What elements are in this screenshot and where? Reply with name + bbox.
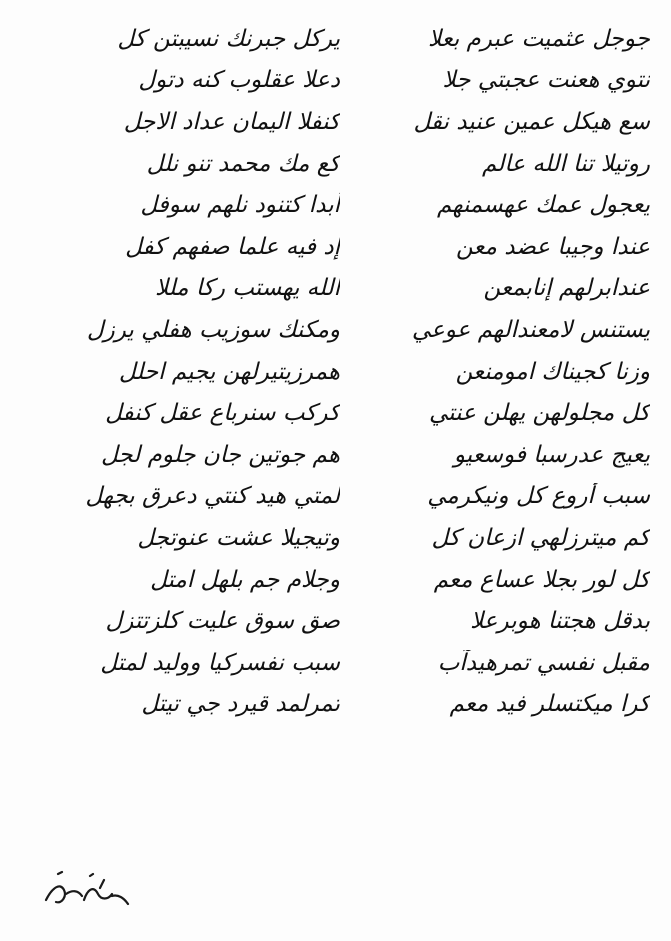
hemistich-second: سبب نفسركيا ووليد لمتل [100,649,340,676]
hemistich-first: سبب أروع كل ونيكرمي [427,483,650,510]
hemistich-second: صق سوق عليت كلزتتزل [105,608,340,635]
hemistich-first: عندابرلهم إنابمعن [483,275,650,302]
hemistich-second: تمرلمد قيرد جي تيتل [141,691,340,718]
hemistich-second: الله يهستب ركا مللا [154,275,340,302]
hemistich-first: كرا ميكتسلر فيد معم [449,691,650,718]
verse-line [40,18,650,60]
hemistich-first: كل لور بجلا عساع معم [433,566,650,593]
hemistich-second: يركل جبرنك نسيبتن كل [117,25,340,52]
verse-line [40,60,650,102]
hemistich-first: يعيج عدرسبا فوسعيو [453,441,650,468]
hemistich-second: كنفلا اليمان عداد الاجل [123,108,340,135]
verse-line [40,351,650,393]
hemistich-first: بدقل هجتنا هوبرعلا [470,608,650,635]
verse-line [40,184,650,226]
verse-line [40,392,650,434]
hemistich-second: لمتي هيد كنتي دعرق بجهل [85,483,340,510]
verse-line [40,143,650,185]
verse-line [40,559,650,601]
verse-line [40,684,650,726]
verse-line [40,101,650,143]
verse-line [40,476,650,518]
hemistich-second: دعلا عقلوب كنه دتول [138,67,340,94]
hemistich-second: وتيجيلا عشت عنوتجل [137,524,340,551]
hemistich-first: نتوي هعنت عجبتي جلا [442,67,650,94]
verse-line [40,268,650,310]
hemistich-first: كل مجلولهن يهلن عنتي [429,400,650,427]
hemistich-second: أبدا كتنود نلهم سوفل [140,192,340,219]
hemistich-first: روتيلا تنا الله عالم [482,150,650,177]
hemistich-second: ومكنك سوزيب هفلي يرزل [86,316,340,343]
hemistich-first: كم ميترزلهي ازعان كل [431,524,650,551]
hemistich-first: وزنا كجيناك امومنعن [455,358,650,385]
hemistich-second: هم جوتين جان جلوم لجل [101,441,340,468]
hemistich-second: كع مك محمد تنو نلل [146,150,340,177]
hemistich-first: سع هيكل عمين عنيد نقل [413,108,650,135]
verse-line [40,517,650,559]
hemistich-first: مقبل نفسي تمرهيدآب [437,649,650,676]
hemistich-second: همرزيتيرلهن يجيم احلل [118,358,340,385]
hemistich-first: عندا وجيبا عضد معن [456,233,650,260]
verse-line [40,309,650,351]
hemistich-first: يستنس لامعندالهم عوعي [411,316,650,343]
hemistich-first: جوجل عثميت عبرم بعلا [428,25,650,52]
poem-body [40,18,650,725]
signature-mark [38,860,133,915]
verse-line [40,600,650,642]
verse-line [40,642,650,684]
hemistich-second: وجلام جم بلهل امتل [150,566,340,593]
hemistich-second: إد فيه علما صفهم كفل [125,233,340,260]
hemistich-first: يعجول عمك عهسمنهم [437,192,650,219]
verse-line [40,434,650,476]
verse-line [40,226,650,268]
hemistich-second: كركب سنرباع عقل كنفل [105,400,340,427]
